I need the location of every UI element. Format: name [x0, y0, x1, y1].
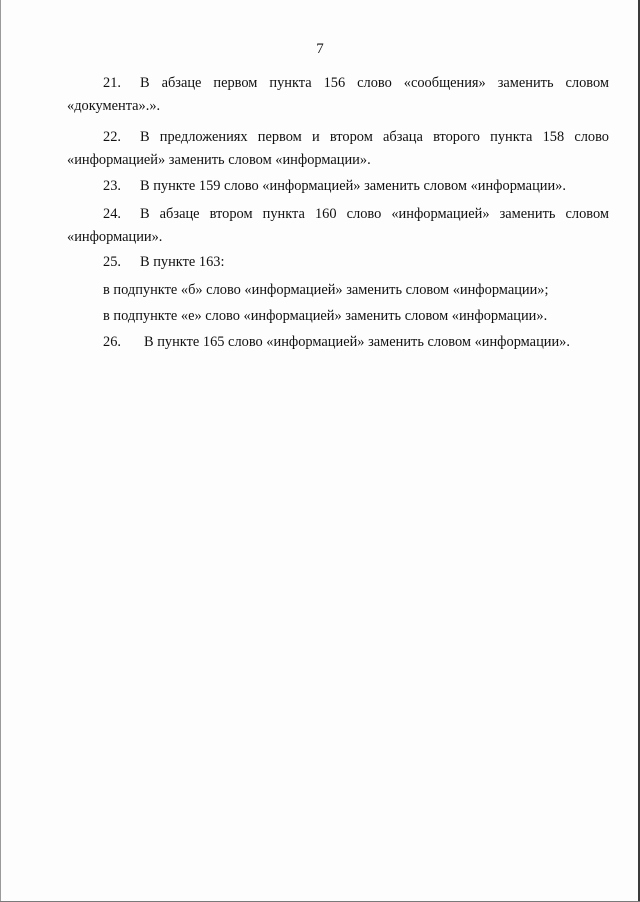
item-number: 25.	[103, 254, 121, 270]
item-text: В абзаце втором пункта 160 слово «информацией» заменить словом	[140, 206, 609, 222]
amendment-item-24	[67, 203, 609, 249]
amendment-line	[67, 72, 609, 95]
page-number: 7	[316, 41, 324, 57]
item-text: В абзаце первом пункта 156 слово «сообщения» заменить словом	[140, 75, 609, 91]
subitem-e: в подпункте «е» слово «информацией» заменить словом «информации».	[103, 308, 548, 324]
item-number: 26.	[103, 334, 121, 350]
amendment-item-26	[67, 331, 609, 354]
amendment-item-22	[67, 126, 609, 172]
amendment-line: «документа».».	[67, 98, 161, 114]
amendment-item-25	[67, 251, 609, 274]
item-text: В пункте 163:	[140, 254, 225, 270]
item-text: В предложениях первом и втором абзаца второго пункта 158 слово	[140, 129, 609, 145]
amendment-line: «информацией» заменить словом «информации».	[67, 152, 371, 168]
amendment-line: «информации».	[67, 229, 163, 245]
amendment-item-21	[67, 72, 609, 118]
item-number: 21.	[103, 75, 121, 91]
amendment-line	[67, 331, 609, 354]
amendment-line	[67, 126, 609, 149]
item-number: 24.	[103, 206, 121, 222]
amendment-line	[67, 251, 609, 274]
subitem-b: в подпункте «б» слово «информацией» заменить словом «информации»;	[103, 282, 549, 298]
amendment-line	[67, 175, 609, 198]
scan-edge-left	[0, 0, 1, 902]
item-number: 22.	[103, 129, 121, 145]
item-number: 23.	[103, 178, 121, 194]
amendment-line	[67, 203, 609, 226]
item-text: В пункте 159 слово «информацией» заменить словом «информации».	[140, 178, 566, 194]
item-text: В пункте 165 слово «информацией» заменить словом «информации».	[144, 334, 570, 350]
amendment-item-23	[67, 175, 609, 198]
